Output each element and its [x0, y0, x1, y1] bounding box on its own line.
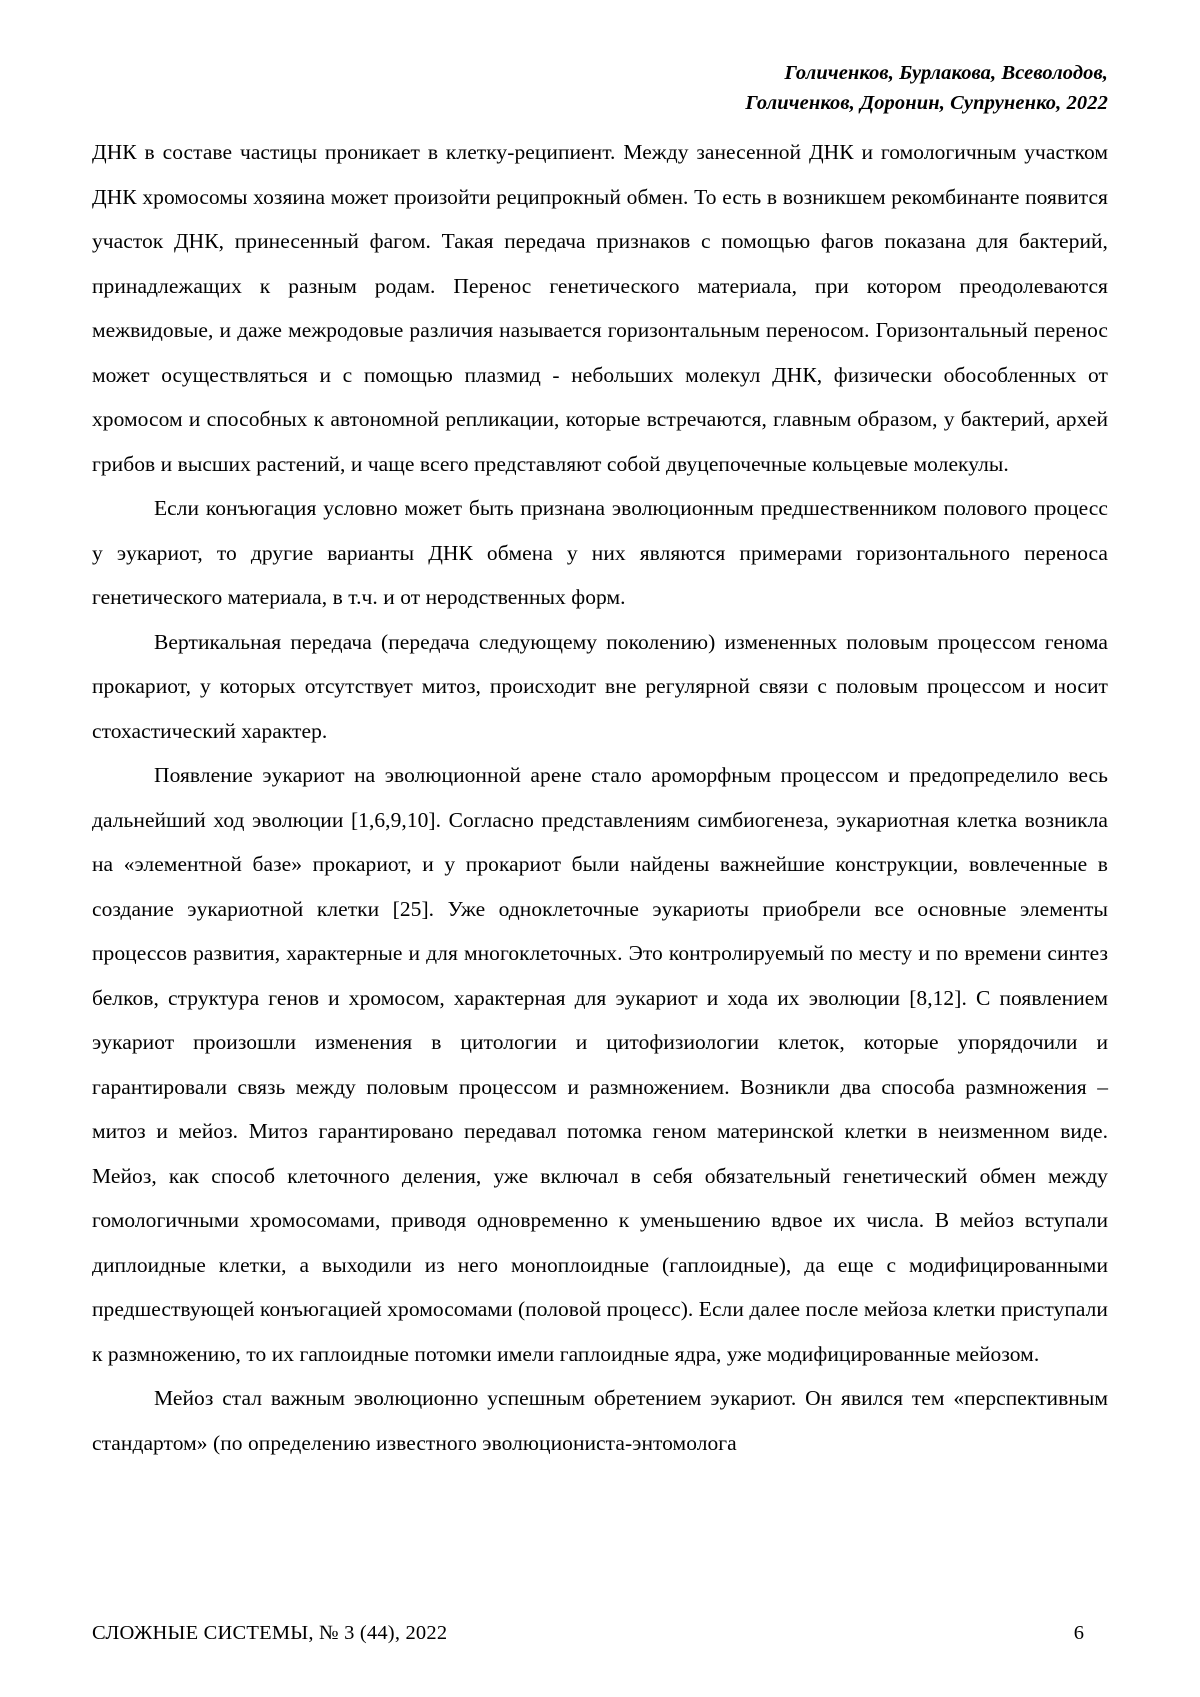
- page-footer: [92, 1622, 1108, 1645]
- running-header-line-2: Голиченков, Доронин, Супруненко, 2022: [745, 92, 1108, 115]
- paragraph: Появление эукариот на эволюционной арене стало ароморфным процессом и предопределило весь дальнейший ход эволюции [1,6,9,10]. Согласно представлениям симбиогенеза, эукариотная клетка возникла на «элементной базе» прокариот, и у прокариот были найдены важнейшие конструкции, вовлеченные в создание эукариотной клетки [25]. Уже одноклеточные эукариоты приобрели все основные элементы процессов развития, характерные и для многоклеточных. Это контролируемый по месту и по времени синтез белков, структура генов и хромосом, характерная для эукариот и хода их эволюции [8,12]. С появлением эукариот произошли изменения в цитологии и цитофизиологии клеток, которые упорядочили и гарантировали связь между половым процессом и размножением. Возникли два способа размножения – митоз и мейоз. Митоз гарантировано передавал потомка геном материнской клетки в неизменном виде. Мейоз, как способ клеточного деления, уже включал в себя обязательный генетический обмен между гомологичными хромосомами, приводя одновременно к уменьшению вдвое их числа. В мейоз вступали диплоидные клетки, а выходили из него моноплоидные (гаплоидные), да еще с модифицированными предшествующей конъюгацией хромосомами (половой процесс). Если далее после мейоза клетки приступали к размножению, то их гаплоидные потомки имели гаплоидные ядра, уже модифицированные мейозом.: [92, 763, 1108, 1366]
- page-number: 6: [1073, 1622, 1084, 1644]
- paragraph: ДНК в составе частицы проникает в клетку-реципиент. Между занесенной ДНК и гомологичным участком ДНК хромосомы хозяина может произойти реципрокный обмен. То есть в возникшем рекомбинанте появится участок ДНК, принесенный фагом. Такая передача признаков с помощью фагов показана для бактерий, принадлежащих к разным родам. Перенос генетического материала, при котором преодолеваются межвидовые, и даже межродовые различия называется горизонтальным переносом. Горизонтальный перенос может осуществляться и с помощью плазмид - небольших молекул ДНК, физически обособленных от хромосом и способных к автономной репликации, которые встречаются, главным образом, у бактерий, архей грибов и высших растений, и чаще всего представляют собой двуцепочечные кольцевые молекулы.: [92, 140, 1108, 476]
- running-header-line-1: Голиченков, Бурлакова, Всеволодов,: [784, 62, 1108, 84]
- journal-citation: СЛОЖНЫЕ СИСТЕМЫ, № 3 (44), 2022: [92, 1622, 448, 1644]
- paragraph: Если конъюгация условно может быть признана эволюционным предшественником полового процесс у эукариот, то другие варианты ДНК обмена у них являются примерами горизонтального переноса генетического материала, в т.ч. и от неродственных форм.: [92, 496, 1108, 609]
- running-header: [548, 58, 1108, 119]
- paragraph: Мейоз стал важным эволюционно успешным обретением эукариот. Он явился тем «перспективным стандартом» (по определению известного эволюциониста-энтомолога: [92, 1386, 1108, 1455]
- paragraph: Вертикальная передача (передача следующему поколению) измененных половым процессом генома прокариот, у которых отсутствует митоз, происходит вне регулярной связи с половым процессом и носит стохастический характер.: [92, 629, 1108, 743]
- body-text: [92, 130, 1108, 1465]
